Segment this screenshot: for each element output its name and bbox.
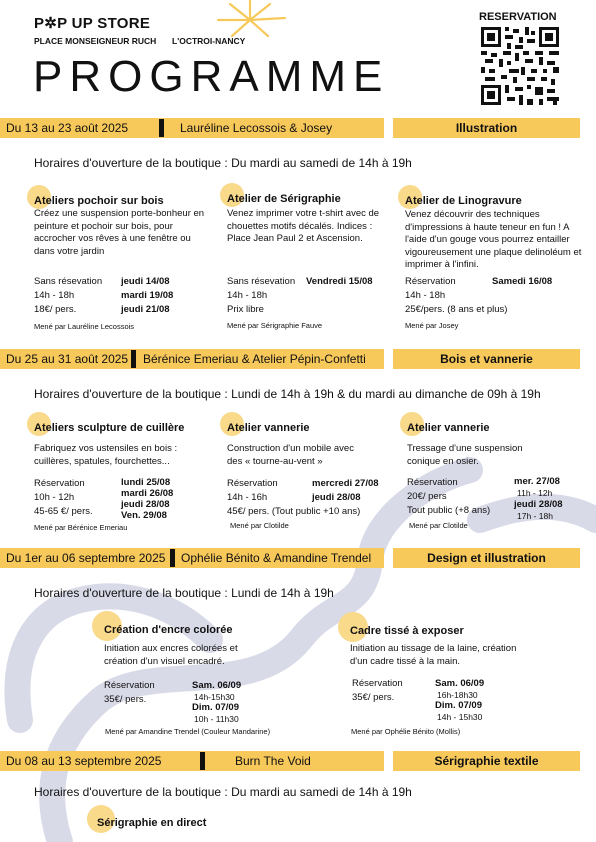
- workshop-date: Dim. 07/09: [192, 702, 239, 713]
- workshop-date: Sam. 06/09: [435, 678, 485, 689]
- workshop-time: 16h-18h30: [437, 690, 478, 700]
- workshop-date: Ven. 29/08: [121, 510, 167, 521]
- section-4-theme: Sérigraphie textile: [393, 751, 580, 771]
- workshop-date: mardi 26/08: [121, 488, 174, 499]
- workshop-led-by: Mené par Clotilde: [230, 521, 289, 530]
- workshop-time: 17h - 18h: [517, 511, 553, 521]
- workshop-reservation: Sans résevation: [227, 276, 296, 287]
- section-2-theme: Bois et vannerie: [393, 349, 580, 369]
- workshop-date: Sam. 06/09: [192, 680, 242, 691]
- workshop-led-by: Mené par Josey: [405, 321, 459, 330]
- section-4-hours: Horaires d'ouverture de la boutique : Du mardi au samedi de 14h à 19h: [34, 785, 412, 799]
- workshop-description: Construction d'un mobile avec des « tourne-au-vent »: [227, 443, 354, 467]
- store-address: PLACE MONSEIGNEUR RUCH: [34, 36, 157, 46]
- band-separator: [170, 549, 175, 567]
- workshop-led-by: Mené par Sérigraphie Fauve: [227, 321, 323, 330]
- workshop-description: Créez une suspension porte-bonheur en peinture et pochoir sur bois, pour accrocher vos rêves à une fenêtre ou dans votre jardin: [34, 208, 205, 257]
- section-1-theme: Illustration: [393, 118, 580, 138]
- section-1-hours: Horaires d'ouverture de la boutique : Du mardi au samedi de 14h à 19h: [34, 156, 412, 170]
- section-1-dates-band: [0, 118, 384, 138]
- section-2-dates-band: [0, 349, 384, 369]
- workshop-description: Tressage d'une suspension conique en osier.: [407, 443, 523, 467]
- qr-code-icon[interactable]: [481, 27, 559, 105]
- section-1-dates: Du 13 au 23 août 2025: [6, 121, 129, 135]
- workshop-description: Venez découvrir des techniques d'impressions à haute teneur en fun ! A l'aide d'un gouge vous pourrez entailler vigoureusement une plaque delinoléum et imprimer à l'infini.: [405, 209, 582, 270]
- workshop-title: Ateliers sculpture de cuillère: [34, 418, 184, 436]
- workshop-price: 45€/ pers. (Tout public +10 ans): [227, 506, 361, 517]
- workshop-price: 45-65 €/ pers.: [34, 506, 93, 517]
- section-4-dates: Du 08 au 13 septembre 2025: [6, 754, 162, 768]
- workshop-reservation: Réservation: [227, 478, 278, 489]
- section-1-artists: Lauréline Lecossois & Josey: [180, 121, 333, 135]
- section-2-hours: Horaires d'ouverture de la boutique : Lundi de 14h à 19h & du mardi au dimanche de 09h à 19h: [34, 387, 541, 401]
- workshop-title: Atelier vannerie: [407, 418, 490, 436]
- section-3-theme: Design et illustration: [393, 548, 580, 568]
- workshop-price: 35€/ pers.: [352, 692, 395, 703]
- workshop-reservation: Réservation: [405, 276, 456, 287]
- workshop-led-by: Mené par Amandine Trendel (Couleur Mandarine): [105, 727, 271, 736]
- sunburst-icon: [210, 0, 290, 40]
- section-2-artists: Bérénice Emeriau & Atelier Pépin-Confetti: [143, 352, 366, 366]
- workshop-hours: 10h - 12h: [34, 492, 75, 503]
- workshop-description: Initiation au tissage de la laine, création d'un cadre tissé à la main.: [350, 643, 517, 667]
- band-separator: [159, 119, 164, 137]
- section-3-artists: Ophélie Bénito & Amandine Trendel: [181, 551, 372, 565]
- workshop-date: Dim. 07/09: [435, 700, 482, 711]
- workshop-reservation: Réservation: [407, 477, 458, 488]
- workshop-hours: 14h - 18h: [405, 290, 446, 301]
- section-2-dates: Du 25 au 31 août 2025: [6, 352, 129, 366]
- section-3-hours: Horaires d'ouverture de la boutique : Lundi de 14h à 19h: [34, 586, 334, 600]
- workshop-reservation: Réservation: [104, 680, 155, 691]
- workshop-date: Samedi 16/08: [492, 276, 553, 287]
- section-3-dates: Du 1er au 06 septembre 2025: [6, 551, 166, 565]
- section-3-dates-band: [0, 548, 384, 568]
- workshop-date: mardi 19/08: [121, 290, 174, 301]
- workshop-led-by: Mené par Lauréline Lecossois: [34, 322, 135, 331]
- workshop-reservation: Réservation: [34, 478, 85, 489]
- partner-name: L'OCTROI-NANCY: [172, 36, 246, 46]
- workshop-title: Création d'encre colorée: [104, 620, 233, 638]
- workshop-hours: 14h - 18h: [34, 290, 75, 301]
- workshop-price: 25€/pers. (8 ans et plus): [405, 304, 508, 315]
- workshop-price: 20€/ pers: [407, 491, 447, 502]
- workshop-led-by: Mené par Bérénice Emeriau: [34, 523, 128, 532]
- workshop-date: jeudi 14/08: [121, 276, 170, 287]
- workshop-time: 14h - 15h30: [437, 712, 483, 722]
- reservation-label: RESERVATION: [479, 11, 557, 23]
- workshop-date: lundi 25/08: [121, 477, 171, 488]
- workshop-led-by: Mené par Clotilde: [409, 521, 468, 530]
- workshop-time: 11h - 12h: [517, 488, 553, 498]
- workshop-date: jeudi 28/08: [121, 499, 170, 510]
- workshop-date: jeudi 21/08: [121, 304, 170, 315]
- page-title: PROGRAMME: [33, 52, 390, 101]
- section-4-artists: Burn The Void: [235, 754, 311, 768]
- workshop-price: 35€/ pers.: [104, 694, 147, 705]
- workshop-date: mercredi 27/08: [312, 478, 379, 489]
- workshop-title: Cadre tissé à exposer: [350, 621, 464, 639]
- workshop-price: Prix libre: [227, 304, 264, 315]
- band-separator: [131, 350, 136, 368]
- workshop-title: Atelier de Sérigraphie: [227, 189, 341, 207]
- workshop-date: Vendredi 15/08: [306, 276, 373, 287]
- workshop-description: Venez imprimer votre t-shirt avec de chouettes motifs décalés. Indices : Place Jean Paul 2 et Ascension.: [227, 208, 380, 244]
- workshop-reservation: Sans résevation: [34, 276, 103, 287]
- workshop-led-by: Mené par Ophélie Bénito (Mollis): [351, 727, 461, 736]
- workshop-title: Atelier de Linogravure: [405, 191, 522, 209]
- workshop-reservation: Réservation: [352, 678, 403, 689]
- workshop-price: 18€/ pers.: [34, 304, 77, 315]
- workshop-title: Ateliers pochoir sur bois: [34, 191, 164, 209]
- workshop-date: mer. 27/08: [514, 476, 560, 487]
- workshop-hours: 14h - 16h: [227, 492, 268, 503]
- workshop-audience: Tout public (+8 ans): [407, 505, 491, 516]
- workshop-time: 10h - 11h30: [194, 714, 239, 724]
- band-separator: [200, 752, 205, 770]
- workshop-title: Atelier vannerie: [227, 418, 310, 436]
- workshop-title: Sérigraphie en direct: [97, 813, 206, 831]
- workshop-description: Initiation aux encres colorées et création d'un visuel encadré.: [104, 643, 238, 667]
- workshop-time: 14h-15h30: [194, 692, 235, 702]
- workshop-description: Fabriquez vos ustensiles en bois : cuillères, spatules, fourchettes...: [34, 443, 178, 467]
- store-logo: P✲P UP STORE: [34, 15, 151, 32]
- workshop-hours: 14h - 18h: [227, 290, 268, 301]
- workshop-date: jeudi 28/08: [312, 492, 361, 503]
- workshop-date: jeudi 28/08: [514, 499, 563, 510]
- section-4-dates-band: [0, 751, 384, 771]
